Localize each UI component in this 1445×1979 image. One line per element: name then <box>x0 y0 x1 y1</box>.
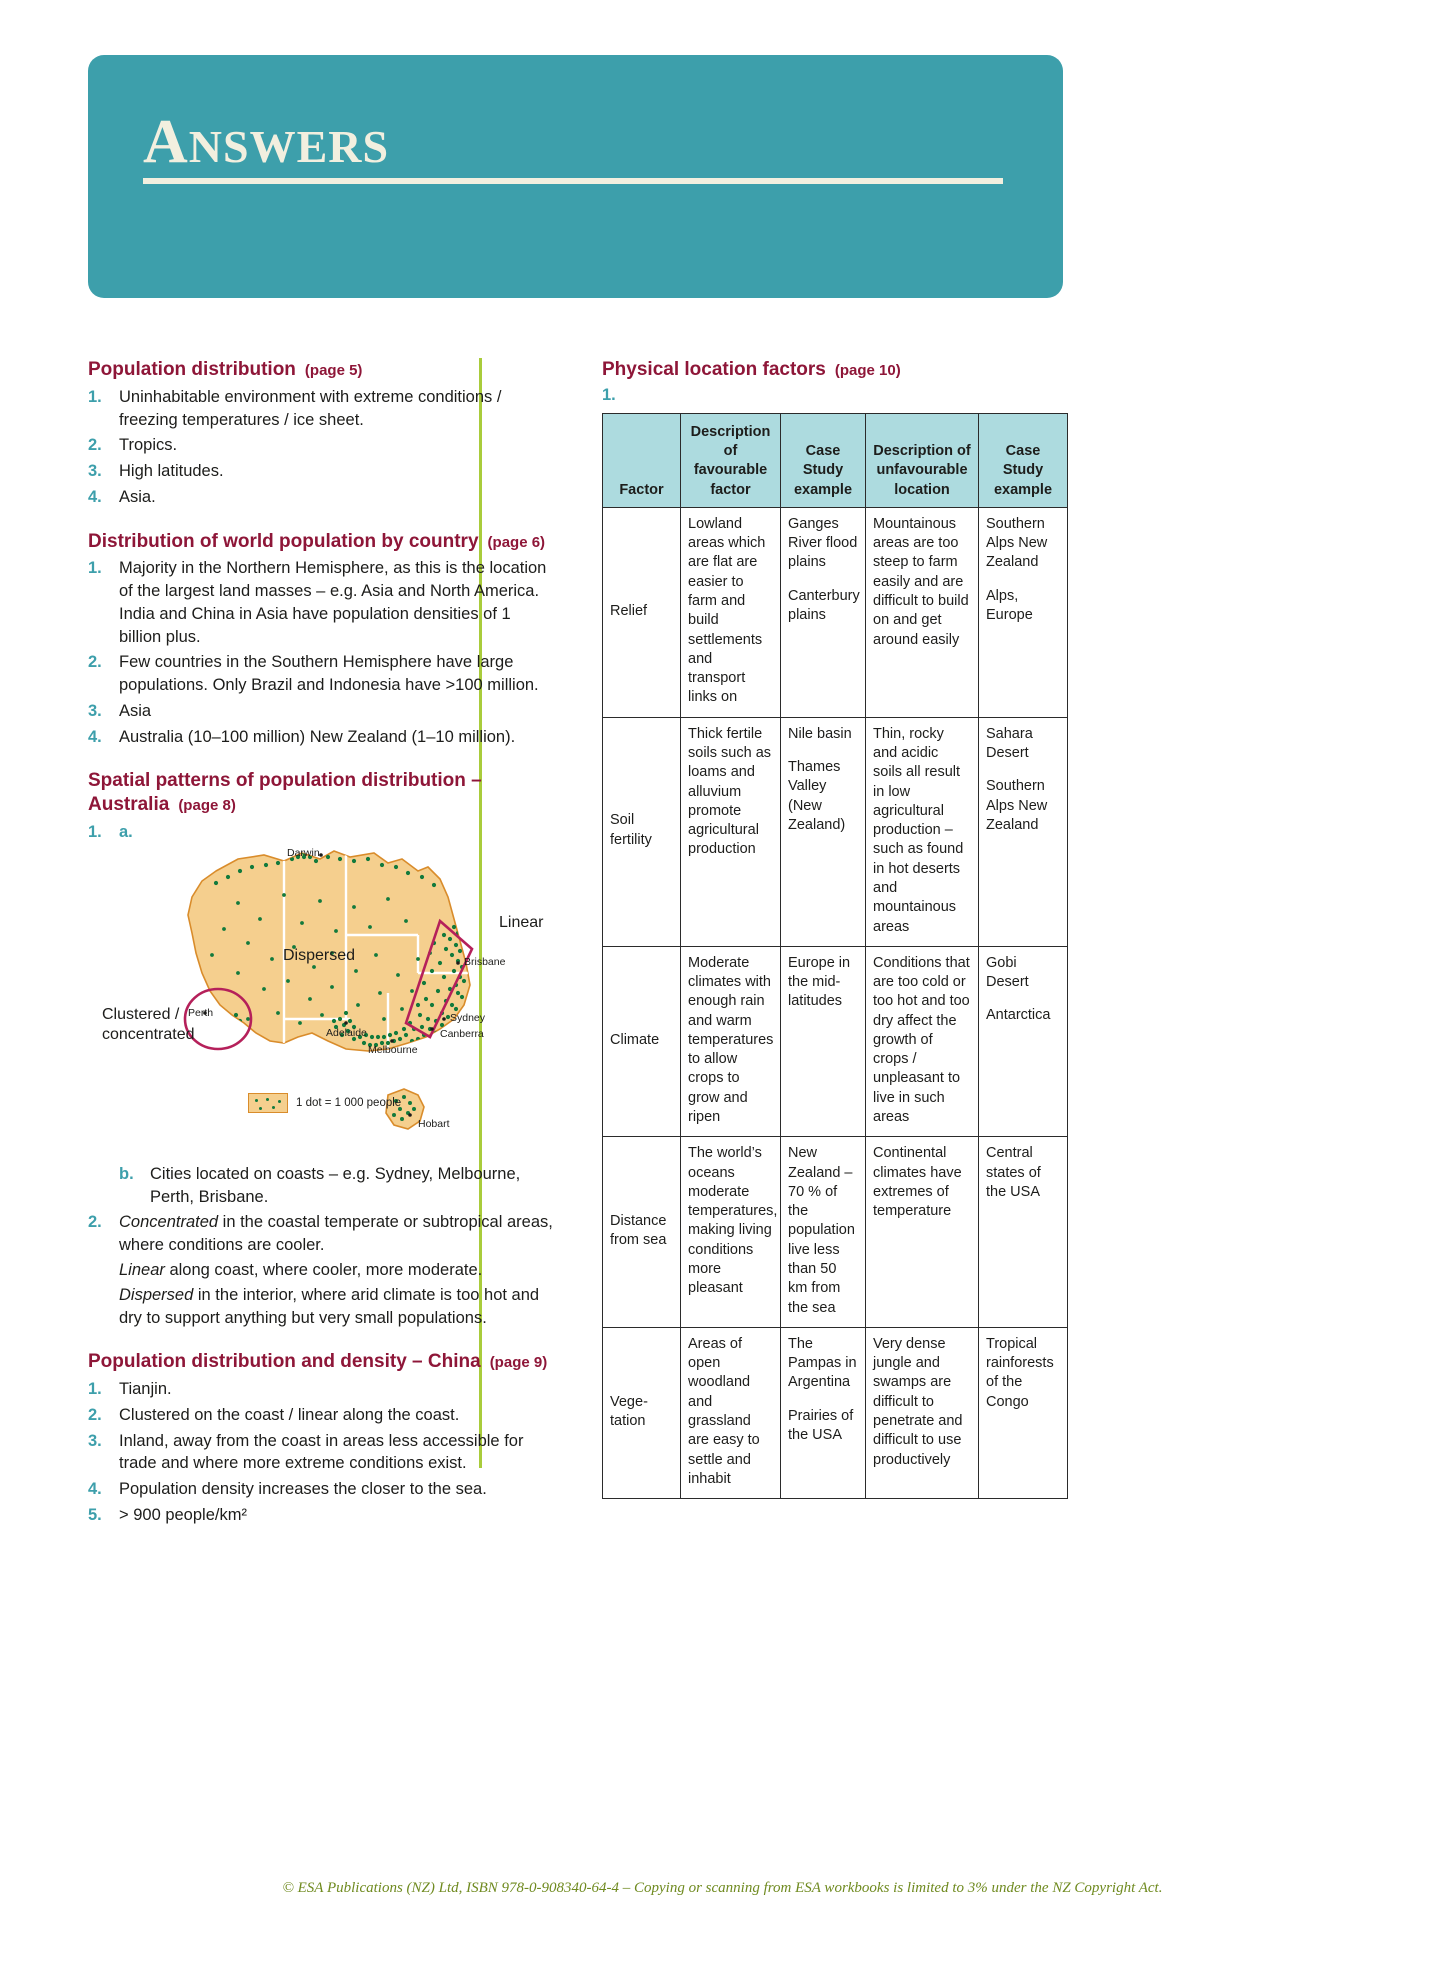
cell-unfavourable: Thin, rocky and acidic soils all result in low agricultural production – such as found in hot deserts and mountainous areas <box>866 717 979 946</box>
cell-unfavourable: Continental climates have extremes of temperature <box>866 1137 979 1328</box>
item-subnumber: b. <box>119 1164 134 1183</box>
heading-physical-location-factors <box>602 358 1063 382</box>
table-row <box>603 946 1068 1137</box>
left-column <box>88 358 578 1828</box>
answer-list-china <box>88 1378 556 1527</box>
item-text: Asia. <box>119 487 156 506</box>
item-text: Asia <box>119 701 152 720</box>
answer-list-population-distribution <box>88 386 556 509</box>
page-ref: (page 9) <box>489 1354 548 1372</box>
cell-factor: Vege-tation <box>603 1327 681 1498</box>
cell-unfavourable: Mountainous areas are too steep to farm easily and are difficult to build on and get around easily <box>866 507 979 717</box>
list-item <box>88 1504 556 1527</box>
item-text: Tropics. <box>119 436 178 455</box>
legend-swatch-dot-density <box>248 1093 288 1113</box>
column-header-factor: Factor <box>603 413 681 507</box>
item-text: Tianjin. <box>119 1380 172 1399</box>
heading-population-distribution <box>88 358 556 382</box>
item-number: 4. <box>88 727 102 746</box>
column-header-case-fav: Case Study example <box>781 413 866 507</box>
physical-location-factors-table <box>602 413 1068 1499</box>
list-item <box>88 486 556 509</box>
answer-list-distribution-by-country <box>88 557 556 748</box>
gap <box>788 744 858 758</box>
list-item <box>88 557 556 648</box>
heading-population-density-china <box>88 1350 556 1374</box>
item-number: 2. <box>88 1213 102 1232</box>
heading-text: Distribution of world population by country <box>88 530 479 552</box>
copyright-footer: © ESA Publications (NZ) Ltd, ISBN 978-0-908340-64-4 – Copying or scanning from ESA workbooks is limited to 3% under the NZ Copyright Act. <box>282 1880 1163 1896</box>
item-text: High latitudes. <box>119 462 224 481</box>
list-item <box>88 1478 556 1501</box>
list-item <box>88 1211 556 1329</box>
item-text: Population density increases the closer to the sea. <box>119 1480 487 1499</box>
item-number: 2. <box>88 1405 102 1424</box>
gap <box>788 573 858 587</box>
item-text: Cities located on coasts – e.g. Sydney, Melbourne, Perth, Brisbane. <box>150 1164 521 1206</box>
banner-divider <box>143 178 1003 184</box>
cell-case-unfav <box>979 507 1068 717</box>
case-unfav-1: Central states of the USA <box>986 1145 1041 1200</box>
list-item <box>88 386 556 432</box>
gap <box>986 763 1060 777</box>
case-unfav-1: Sahara Desert <box>986 725 1033 761</box>
answers-banner <box>88 55 1063 298</box>
map-city-brisbane: Brisbane <box>464 955 506 968</box>
page-title-rest: NSWERS <box>188 121 390 172</box>
item-number: 4. <box>88 1480 102 1499</box>
spacer <box>88 1332 556 1350</box>
cell-case-unfav <box>979 1137 1068 1328</box>
gap <box>986 992 1060 1006</box>
heading-line-2: Australia <box>88 794 170 816</box>
table-row <box>603 507 1068 717</box>
item-text: Inland, away from the coast in areas less accessible for trade and where more extreme conditions exist. <box>119 1431 524 1473</box>
item-number: 5. <box>88 1505 102 1524</box>
gap <box>986 573 1060 587</box>
item-number: 1. <box>88 559 102 578</box>
page-ref: (page 5) <box>304 362 363 379</box>
item-text: > 900 people/km² <box>119 1505 247 1524</box>
cell-factor: Climate <box>603 946 681 1137</box>
case-unfav-2: Alps, Europe <box>986 587 1033 623</box>
map-city-perth: Perth <box>188 1006 214 1019</box>
cell-favourable: Areas of open woodland and grassland are easy to settle and inhabit <box>681 1327 781 1498</box>
cell-unfavourable: Conditions that are too cold or too hot and too dry affect the growth of crops / unpleasant to live in such areas <box>866 946 979 1137</box>
cell-case-unfav <box>979 1327 1068 1498</box>
table-row <box>603 1327 1068 1498</box>
case-fav-2: Canterbury plains <box>788 587 860 623</box>
cell-case-fav <box>781 1137 866 1328</box>
cell-case-unfav <box>979 717 1068 946</box>
cell-factor: Distance from sea <box>603 1137 681 1328</box>
list-item <box>88 1378 556 1401</box>
heading-text: Population distribution <box>88 359 296 380</box>
map-city-melbourne: Melbourne <box>368 1043 418 1056</box>
heading-spatial-patterns-australia <box>88 769 556 817</box>
map-legend <box>248 1093 401 1113</box>
item-number: 2. <box>88 653 102 672</box>
case-unfav-1: Southern Alps New Zealand <box>986 515 1048 571</box>
page-ref: (page 10) <box>834 362 901 379</box>
case-fav-1: Europe in the mid-latitudes <box>788 954 851 1010</box>
answer-list-spatial-patterns-2 <box>88 1211 556 1329</box>
case-fav-1: New Zealand – 70 % of the population live less than 50 km from the sea <box>788 1145 855 1316</box>
case-fav-2: Prairies of the USA <box>788 1407 854 1443</box>
cell-favourable: Moderate climates with enough rain and warm temperatures to allow crops to grow and ripen <box>681 946 781 1137</box>
page-ref: (page 6) <box>487 533 546 551</box>
item-number: 1. <box>88 1380 102 1399</box>
item-number: 3. <box>88 462 102 481</box>
cell-favourable: Lowland areas which are flat are easier to farm and build settlements and transport links on <box>681 507 781 717</box>
cell-factor: Relief <box>603 507 681 717</box>
list-item <box>88 434 556 457</box>
table-header-row <box>603 413 1068 507</box>
case-unfav-2: Antarctica <box>986 1007 1051 1024</box>
list-item <box>88 1430 556 1476</box>
cell-case-fav <box>781 1327 866 1498</box>
question-number: 1. <box>602 385 616 404</box>
item-text: Few countries in the Southern Hemisphere have large populations. Only Brazil and Indonesia have >100 million. <box>119 653 539 695</box>
heading-line-1: Spatial patterns of population distribution – <box>88 770 482 792</box>
right-column <box>578 358 1063 1828</box>
case-fav-1: Nile basin <box>788 725 852 742</box>
item-number: 1. <box>88 822 102 841</box>
case-fav-1: Ganges River flood plains <box>788 515 858 571</box>
item-text: Australia (10–100 million) New Zealand (1–10 million). <box>119 727 516 746</box>
page-title <box>143 107 389 178</box>
item-text: Uninhabitable environment with extreme conditions / freezing temperatures / ice sheet. <box>119 387 502 429</box>
list-item <box>88 651 556 697</box>
list-item <box>88 460 556 483</box>
case-unfav-1: Gobi Desert <box>986 954 1029 991</box>
table-row <box>603 717 1068 946</box>
cell-case-fav <box>781 946 866 1137</box>
column-header-unfavourable: Description of unfavourable location <box>866 413 979 507</box>
heading-text: Physical location factors <box>602 359 826 380</box>
map-city-adelaide: Adelaide <box>326 1026 367 1039</box>
cell-unfavourable: Very dense jungle and swamps are difficult to penetrate and difficult to use productively <box>866 1327 979 1498</box>
map-city-hobart: Hobart <box>418 1117 450 1130</box>
column-header-case-unfav: Case Study example <box>979 413 1068 507</box>
map-city-darwin: Darwin <box>287 846 320 859</box>
item-text: Clustered on the coast / linear along the coast. <box>119 1405 460 1424</box>
cell-favourable: Thick fertile soils such as loams and alluvium promote agricultural production <box>681 717 781 946</box>
cell-case-fav <box>781 717 866 946</box>
item-number: 4. <box>88 487 102 506</box>
australia-population-map <box>88 823 558 1153</box>
map-annotation-clustered: Clustered / concentrated <box>102 1005 195 1043</box>
page-ref: (page 8) <box>178 797 236 815</box>
gap <box>788 1393 858 1407</box>
case-unfav-2: Southern Alps New Zealand <box>986 778 1048 833</box>
cell-case-unfav <box>979 946 1068 1137</box>
page-title-initial: A <box>143 108 189 176</box>
case-unfav-1: Tropical rainforests of the Congo <box>986 1335 1054 1410</box>
column-header-favourable: Description of favourable factor <box>681 413 781 507</box>
item-number: 3. <box>88 701 102 720</box>
list-item <box>88 700 556 723</box>
spacer <box>88 512 556 530</box>
case-fav-2: Thames Valley (New Zealand) <box>788 758 846 833</box>
item-text: Majority in the Northern Hemisphere, as this is the location of the largest land masses – e.g. Asia and North America. India and China in Asia have population densities of 1 billion plus. <box>119 559 547 646</box>
list-item <box>88 1404 556 1427</box>
item-subnumber: a. <box>119 822 133 841</box>
cell-case-fav <box>781 507 866 717</box>
heading-distribution-by-country <box>88 530 556 554</box>
map-city-canberra: Canberra <box>440 1027 484 1040</box>
case-fav-1: The Pampas in Argentina <box>788 1335 857 1391</box>
item-number: 3. <box>88 1431 102 1450</box>
item-number: 2. <box>88 436 102 455</box>
content-columns <box>88 358 1063 1828</box>
list-item-1b <box>119 1163 556 1209</box>
cell-factor: Soil fertility <box>603 717 681 946</box>
item-text-concentrated: Concentrated in the coastal temperate or subtropical areas, where conditions are cooler. <box>119 1213 553 1255</box>
spacer <box>88 751 556 769</box>
map-annotation-linear: Linear <box>499 913 544 931</box>
heading-text: Population distribution and density – China <box>88 1351 481 1373</box>
list-item <box>88 726 556 749</box>
map-annotation-dispersed: Dispersed <box>283 946 356 964</box>
item-text-linear: Linear along coast, where cooler, more moderate. <box>119 1261 483 1280</box>
table-row <box>603 1137 1068 1328</box>
map-city-sydney: Sydney <box>450 1011 486 1024</box>
legend-label: 1 dot = 1 000 people <box>296 1096 402 1109</box>
cell-favourable: The world’s oceans moderate temperatures, making living conditions more pleasant <box>681 1137 781 1328</box>
item-number: 1. <box>88 387 102 406</box>
item-text-dispersed: Dispersed in the interior, where arid climate is too hot and dry to support anything but very small populations. <box>119 1285 540 1327</box>
